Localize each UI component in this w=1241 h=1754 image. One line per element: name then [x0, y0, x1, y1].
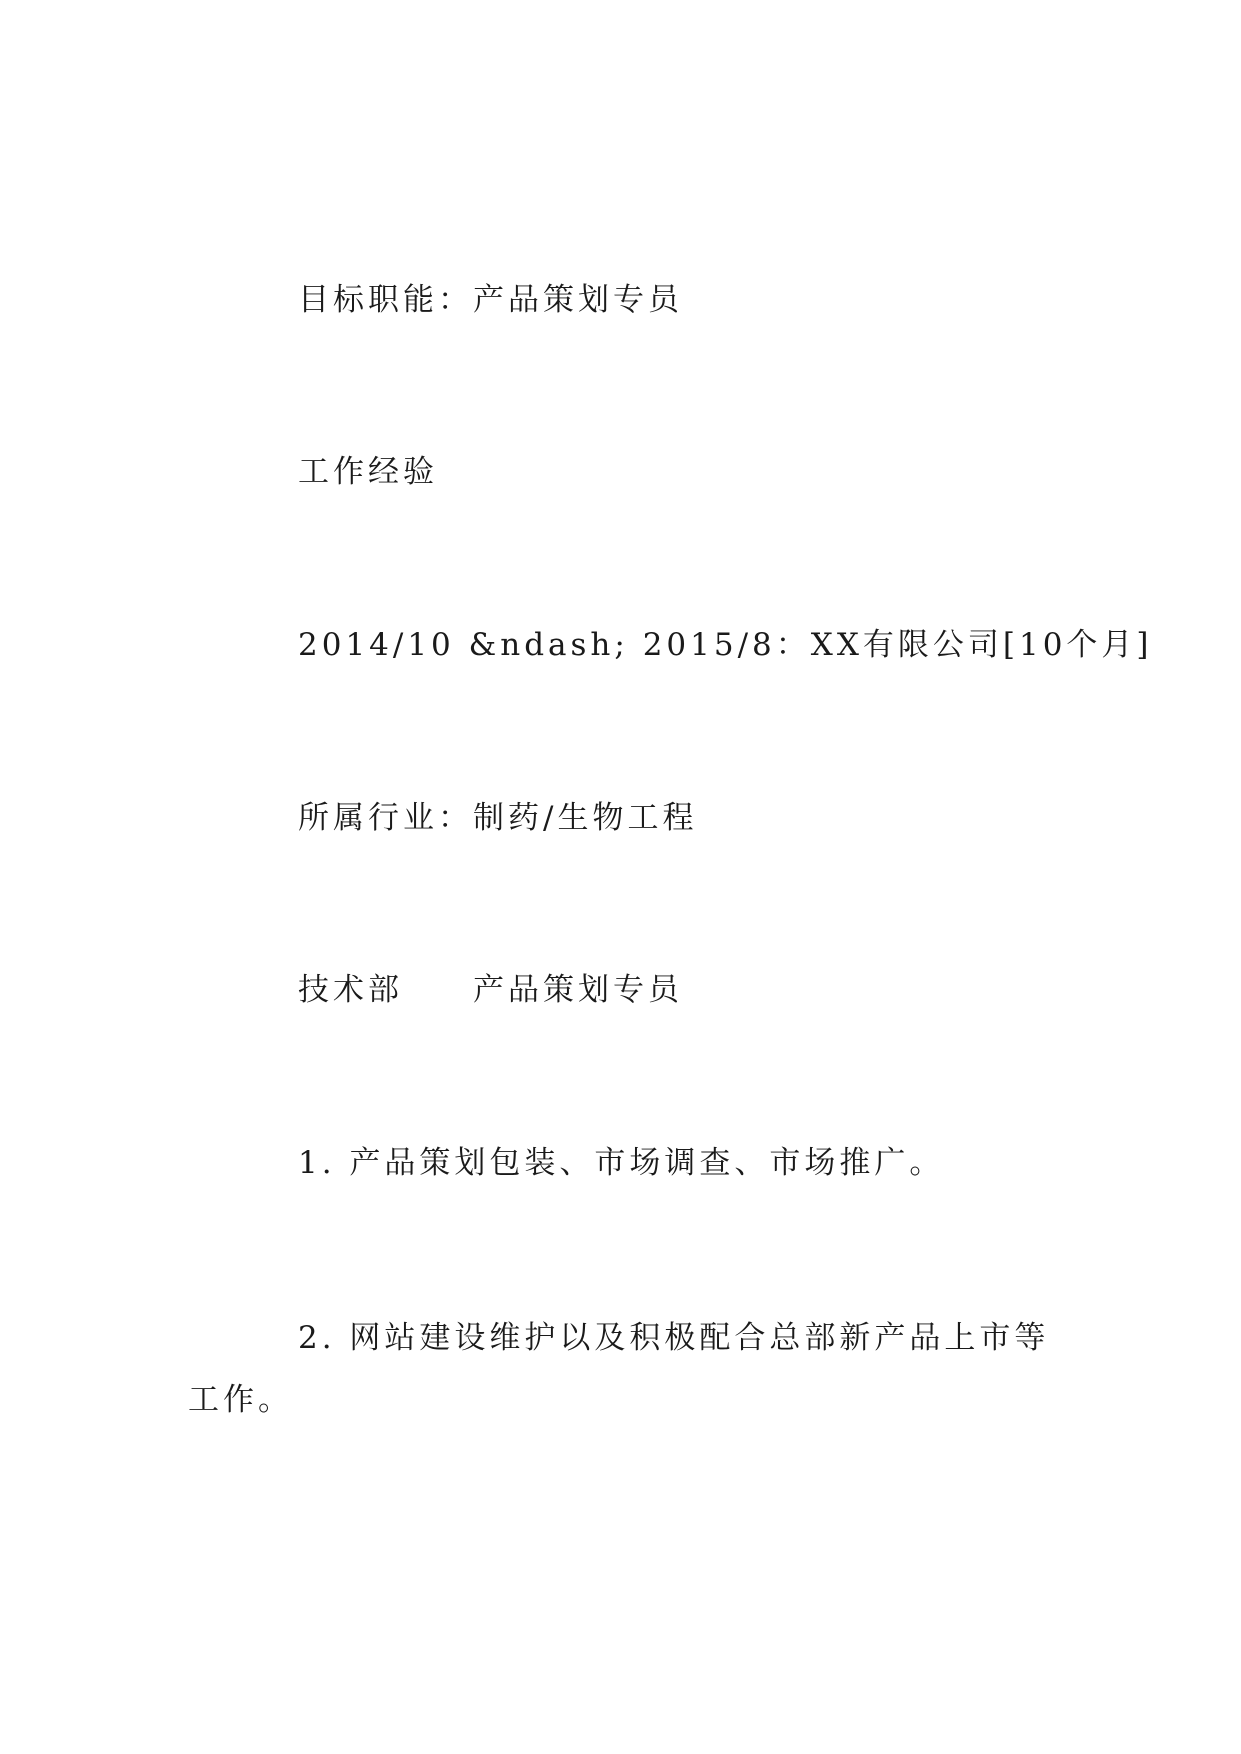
duty-item-2: 2. 网站建设维护以及积极配合总部新产品上市等工作。	[188, 1320, 1050, 1418]
duty-item-1: 1. 产品策划包装、市场调查、市场推广。	[298, 1145, 945, 1181]
department-role-line: 技术部 产品策划专员	[298, 972, 683, 1008]
target-function-line: 目标职能：产品策划专员	[298, 282, 683, 318]
work-experience-heading: 工作经验	[298, 454, 438, 490]
employment-period-line: 2014/10 &ndash; 2015/8：XX有限公司[10个月]	[298, 627, 1153, 663]
industry-line: 所属行业：制药/生物工程	[298, 800, 698, 836]
